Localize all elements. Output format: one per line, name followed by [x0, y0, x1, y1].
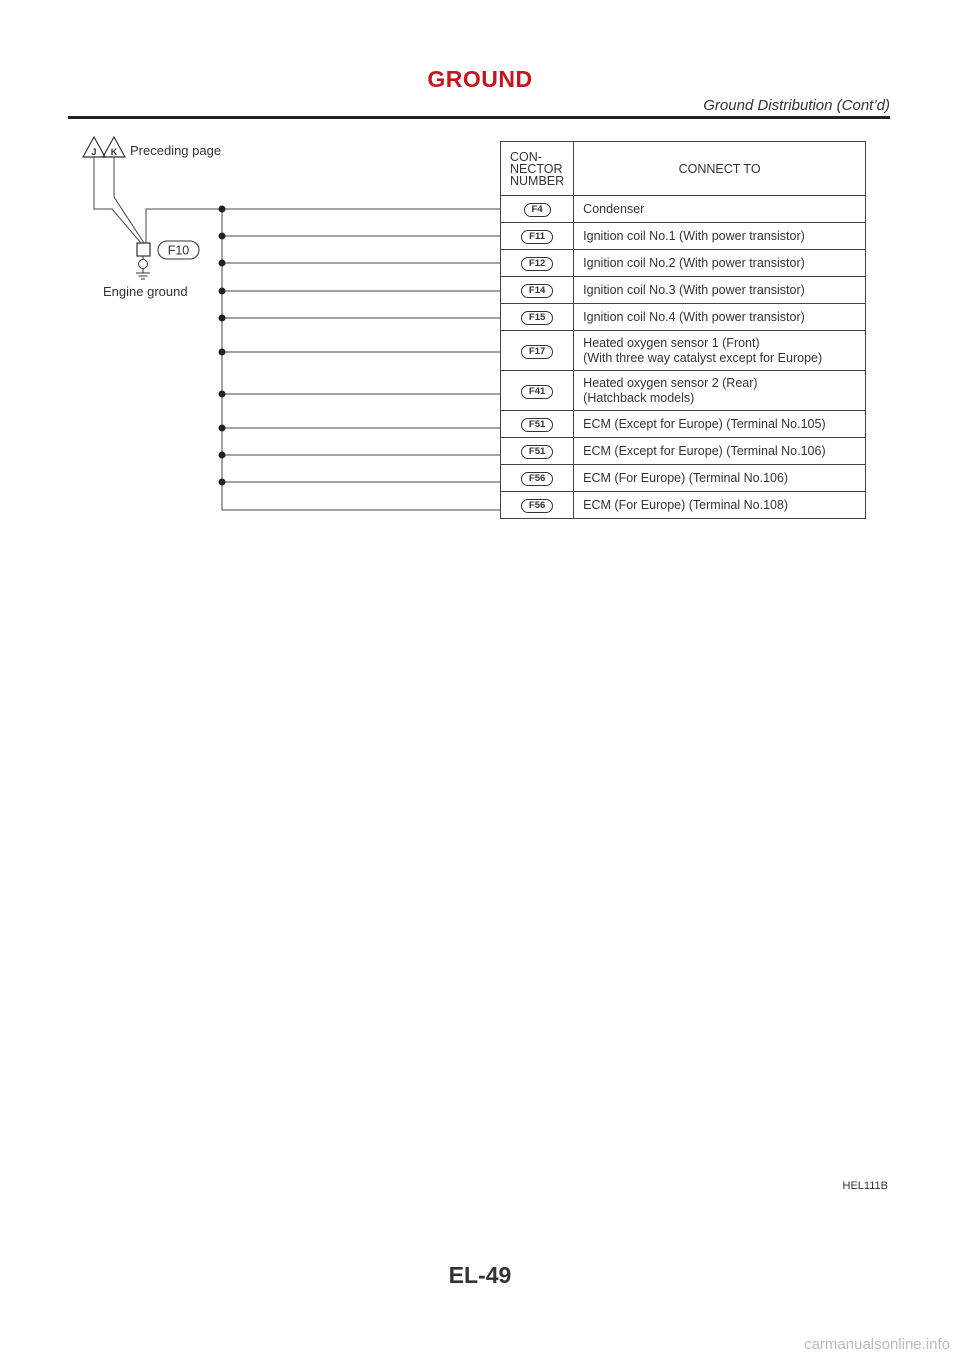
ground-terminal-icon — [139, 260, 148, 269]
junction-dot — [219, 206, 226, 213]
junction-dot — [219, 452, 226, 459]
connect-to-cell: Condenser — [574, 196, 866, 223]
junction-dot — [219, 349, 226, 356]
connector-badge: F56 — [521, 499, 553, 513]
ground-to-bus-wire — [146, 209, 222, 243]
table-row — [501, 492, 866, 519]
ground-label: Engine ground — [103, 284, 188, 299]
junction-dot — [219, 315, 226, 322]
junction-dot — [219, 288, 226, 295]
header-connector-number: CON- NECTOR NUMBER — [501, 142, 574, 196]
junction-dot — [219, 479, 226, 486]
connector-badge: F51 — [521, 418, 553, 432]
table-row — [501, 465, 866, 492]
junction-dot — [219, 260, 226, 267]
connect-to-cell: ECM (Except for Europe) (Terminal No.105) — [574, 411, 866, 438]
watermark: carmanualsonline.info — [804, 1336, 950, 1353]
connect-to-cell: ECM (For Europe) (Terminal No.106) — [574, 465, 866, 492]
connector-badge: F14 — [521, 284, 553, 298]
junction-dot — [219, 425, 226, 432]
connector-markers — [83, 137, 125, 157]
header-connect-to: CONNECT TO — [574, 142, 866, 196]
table-row — [501, 223, 866, 250]
table-row — [501, 196, 866, 223]
table-row — [501, 304, 866, 331]
page-number: EL-49 — [448, 1262, 512, 1288]
table-row — [501, 331, 866, 371]
junction-dot — [219, 233, 226, 240]
marker-k-label: K — [110, 147, 118, 157]
junction-dot — [219, 391, 226, 398]
connector-table — [500, 141, 866, 519]
wire-from-k — [114, 157, 144, 243]
ground-connector-box — [137, 243, 150, 256]
branch-wires — [219, 206, 501, 511]
marker-j-label: J — [91, 147, 97, 157]
figure-code: HEL111B — [842, 1180, 888, 1192]
connect-to-cell: Ignition coil No.3 (With power transistor) — [574, 277, 866, 304]
section-title: GROUND — [427, 66, 533, 92]
table-header-row — [501, 142, 866, 196]
table-row — [501, 438, 866, 465]
connect-to-cell: Heated oxygen sensor 2 (Rear) (Hatchback models) — [574, 371, 866, 411]
connect-to-cell: ECM (Except for Europe) (Terminal No.106) — [574, 438, 866, 465]
connector-badge: F17 — [521, 345, 553, 359]
connector-badge: F15 — [521, 311, 553, 325]
section-subtitle: Ground Distribution (Cont’d) — [703, 97, 890, 114]
table-row — [501, 277, 866, 304]
wire-from-j — [94, 157, 141, 243]
connect-to-cell: Ignition coil No.4 (With power transistor) — [574, 304, 866, 331]
connect-to-cell: Heated oxygen sensor 1 (Front) (With three way catalyst except for Europe) — [574, 331, 866, 371]
connector-badge: F51 — [521, 445, 553, 459]
connect-to-cell: Ignition coil No.1 (With power transistor) — [574, 223, 866, 250]
table-row — [501, 411, 866, 438]
connect-to-cell: Ignition coil No.2 (With power transistor) — [574, 250, 866, 277]
connector-badge: F41 — [521, 385, 553, 399]
connector-badge: F4 — [524, 203, 551, 217]
connect-to-cell: ECM (For Europe) (Terminal No.108) — [574, 492, 866, 519]
table-row — [501, 371, 866, 411]
preceding-page-label: Preceding page — [130, 143, 222, 158]
connector-badge: F56 — [521, 472, 553, 486]
connector-badge: F12 — [521, 257, 553, 271]
table-row — [501, 250, 866, 277]
connector-badge: F11 — [521, 230, 553, 244]
ground-connector-label: F10 — [167, 243, 190, 258]
